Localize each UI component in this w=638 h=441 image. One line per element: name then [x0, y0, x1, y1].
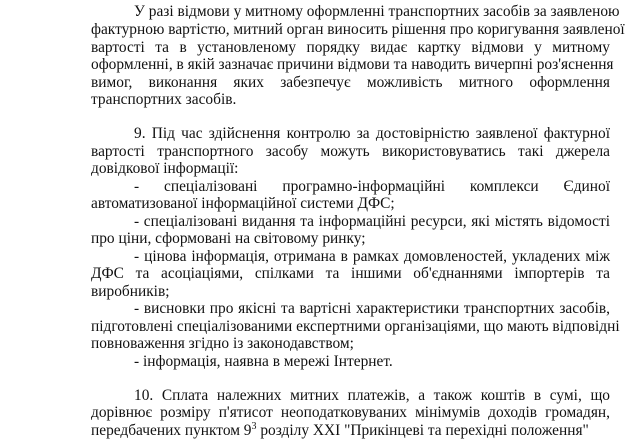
- text-line: 9. Під час здійснення контролю за достовірністю заявленої фактурної: [134, 125, 610, 142]
- text-line: автоматизованої інформаційної системи ДФС;: [91, 195, 395, 212]
- list-item: - спеціалізовані програмно-інформаційні комплекси Єдиної: [134, 178, 610, 195]
- text-line: виробників;: [91, 283, 170, 300]
- text-line: вартості транспортного засобу можуть використовуватись такі джерела: [91, 143, 610, 160]
- superscript: 3: [251, 420, 257, 432]
- text-fragment: розділу XXI "Прикінцеві та перехідні положення": [256, 422, 589, 439]
- list-item: - спеціалізовані видання та інформаційні ресурси, які містять відомості: [134, 213, 610, 230]
- text-line: У разі відмови у митному оформленні транспортних засобів за заявленою: [134, 3, 620, 20]
- text-line: вимог, виконання яких забезпечує можливість митного оформлення: [91, 74, 610, 91]
- text-line: фактурною вартістю, митний орган виносить рішення про коригування заявленої: [91, 21, 625, 38]
- text-line: довідкової інформації:: [91, 160, 239, 177]
- text-line: ДФС та асоціаціями, спілками та іншими об'єднаннями імпортерів та: [91, 265, 610, 282]
- text-line-partial: [91, 421, 610, 441]
- text-line: повноваження згідно із законодавством;: [91, 335, 354, 352]
- list-item: - висновки про якісні та вартісні характеристики транспортних засобів,: [134, 300, 610, 317]
- text-line: 10. Сплата належних митних платежів, а також коштів в сумі, що: [134, 387, 610, 404]
- list-item: - інформація, наявна в мережі Інтернет.: [134, 353, 393, 370]
- text-line: дорівнює розміру п'ятисот неоподатковуваних мінімумів доходів громадян,: [91, 404, 610, 421]
- list-item: - цінова інформація, отримана в рамках домовленостей, укладених між: [134, 248, 610, 265]
- text-line: оформленні, в якій зазначає причини відмови та наводить вичерпні роз'яснення: [91, 56, 614, 73]
- text-fragment: передбачених пунктом 9: [91, 422, 252, 439]
- text-line: підготовлені спеціалізованими експертними організаціями, що мають відповідні: [91, 318, 620, 335]
- text-line: вартості та в установленому порядку видає картку відмови у митному: [91, 39, 610, 56]
- text-line: транспортних засобів.: [91, 91, 237, 108]
- text-line: про ціни, сформовані на світовому ринку;: [91, 230, 366, 247]
